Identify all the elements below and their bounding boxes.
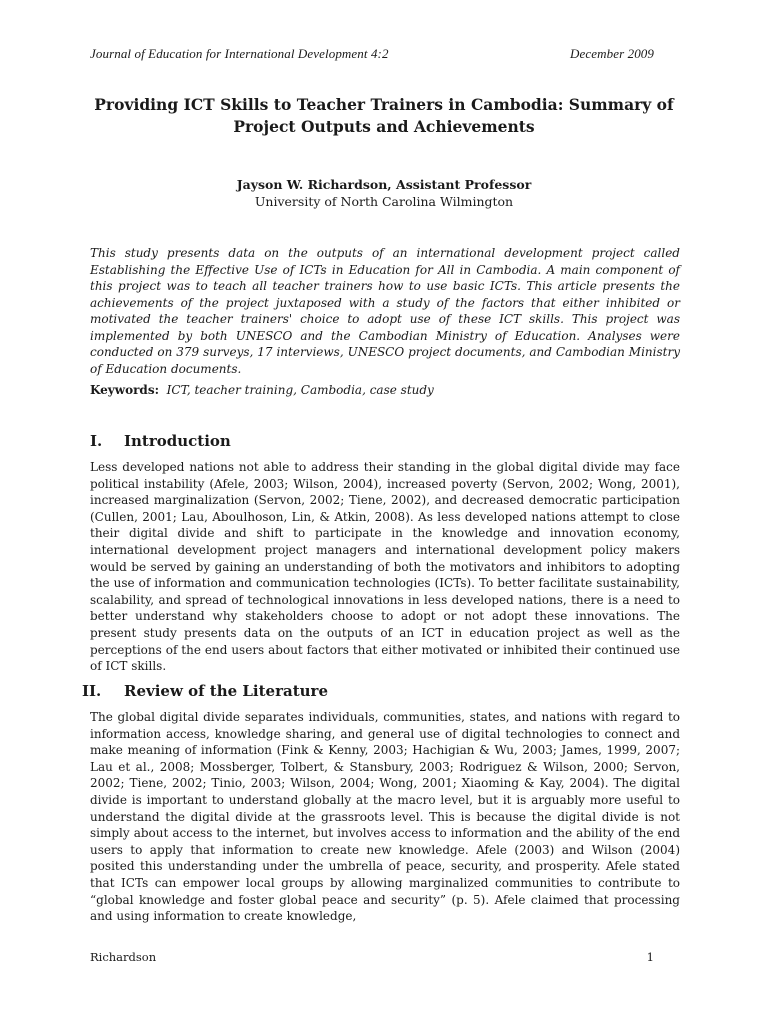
footer-author: Richardson bbox=[90, 950, 157, 964]
section-heading-introduction bbox=[90, 432, 231, 450]
author-affiliation: University of North Carolina Wilmington bbox=[254, 194, 514, 209]
abstract: This study presents data on the outputs of an international development project called Establishing the Effective Use of ICTs in Education for All in Cambodia. A main component of this project was to teach all teacher trainers how to use basic ICTs. This article presents the achievements of the project juxtaposed with a study of the factors that either inhibited or motivated the teacher trainers' choice to adopt use of these ICT skills. This project was implemented by both UNESCO and the Cambodian Ministry of Education. Analyses were conducted on 379 surveys, 17 interviews, UNESCO project documents, and Cambodian Ministry of Education documents. bbox=[90, 246, 680, 376]
author-name: Jayson W. Richardson, Assistant Professor bbox=[236, 177, 532, 192]
paper-title: Providing ICT Skills to Teacher Trainers in Cambodia: Summary of Project Outputs and Achievements bbox=[94, 95, 674, 136]
literature-review-paragraph: The global digital divide separates individuals, communities, states, and nations with regard to information access, knowledge sharing, and general use of digital technologies to connect and make meaning of information (Fink & Kenny, 2003; Hachigian & Wu, 2003; James, 1999, 2007; Lau et al., 2008; Mossberger, Tolbert, & Stansbury, 2003; Rodriguez & Wilson, 2000; Servon, 2002; Tiene, 2002; Tinio, 2003; Wilson, 2004; Wong, 2001; Xiaoming & Kay, 2004). The digital divide is important to understand globally at the macro level, but it is arguably more useful to understand the digital divide at the grassroots level. This is because the digital divide is not simply about access to the internet, but involves access to information and the ability of the end users to apply that information to create new knowledge. Afele (2003) and Wilson (2004) posited this understanding under the umbrella of peace, security, and prosperity. Afele stated that ICTs can empower local groups by allowing marginalized communities to contribute to “global knowledge and foster global peace and security” (p. 5). Afele claimed that processing and using information to create knowledge, bbox=[90, 710, 680, 924]
keywords-list: ICT, teacher training, Cambodia, case study bbox=[166, 383, 434, 397]
page-footer bbox=[90, 950, 654, 964]
journal-name: Journal of Education for International Development 4:2 bbox=[90, 46, 389, 61]
page-number: 1 bbox=[646, 950, 654, 964]
keywords-label: Keywords: bbox=[90, 383, 160, 397]
section-title: Introduction bbox=[124, 432, 231, 450]
section-title: Review of the Literature bbox=[124, 682, 329, 700]
issue-date: December 2009 bbox=[570, 46, 654, 61]
section-number: II. bbox=[82, 682, 102, 700]
introduction-paragraph: Less developed nations not able to address their standing in the global digital divide may face political instability (Afele, 2003; Wilson, 2004), increased poverty (Servon, 2002; Wong, 2001), increased marginalization (Servon, 2002; Tiene, 2002), and decreased democratic participation (Cullen, 2001; Lau, Aboulhoson, Lin, & Atkin, 2008). As less developed nations attempt to close their digital divide and shift to participate in the knowledge and innovation economy, international development project managers and international development policy makers would be served by gaining an understanding of both the motivators and inhibitors to adopting the use of information and communication technologies (ICTs). To better facilitate sustainability, scalability, and spread of technological innovations in less developed nations, there is a need to better understand why stakeholders choose to adopt or not adopt these innovations. The present study presents data on the outputs of an ICT in education project as well as the perceptions of the end users about factors that either motivated or inhibited their continued use of ICT skills. bbox=[90, 460, 680, 674]
section-number: I. bbox=[90, 432, 103, 450]
section-heading-literature-review bbox=[82, 682, 328, 700]
running-header bbox=[90, 46, 654, 62]
keywords bbox=[90, 382, 680, 398]
